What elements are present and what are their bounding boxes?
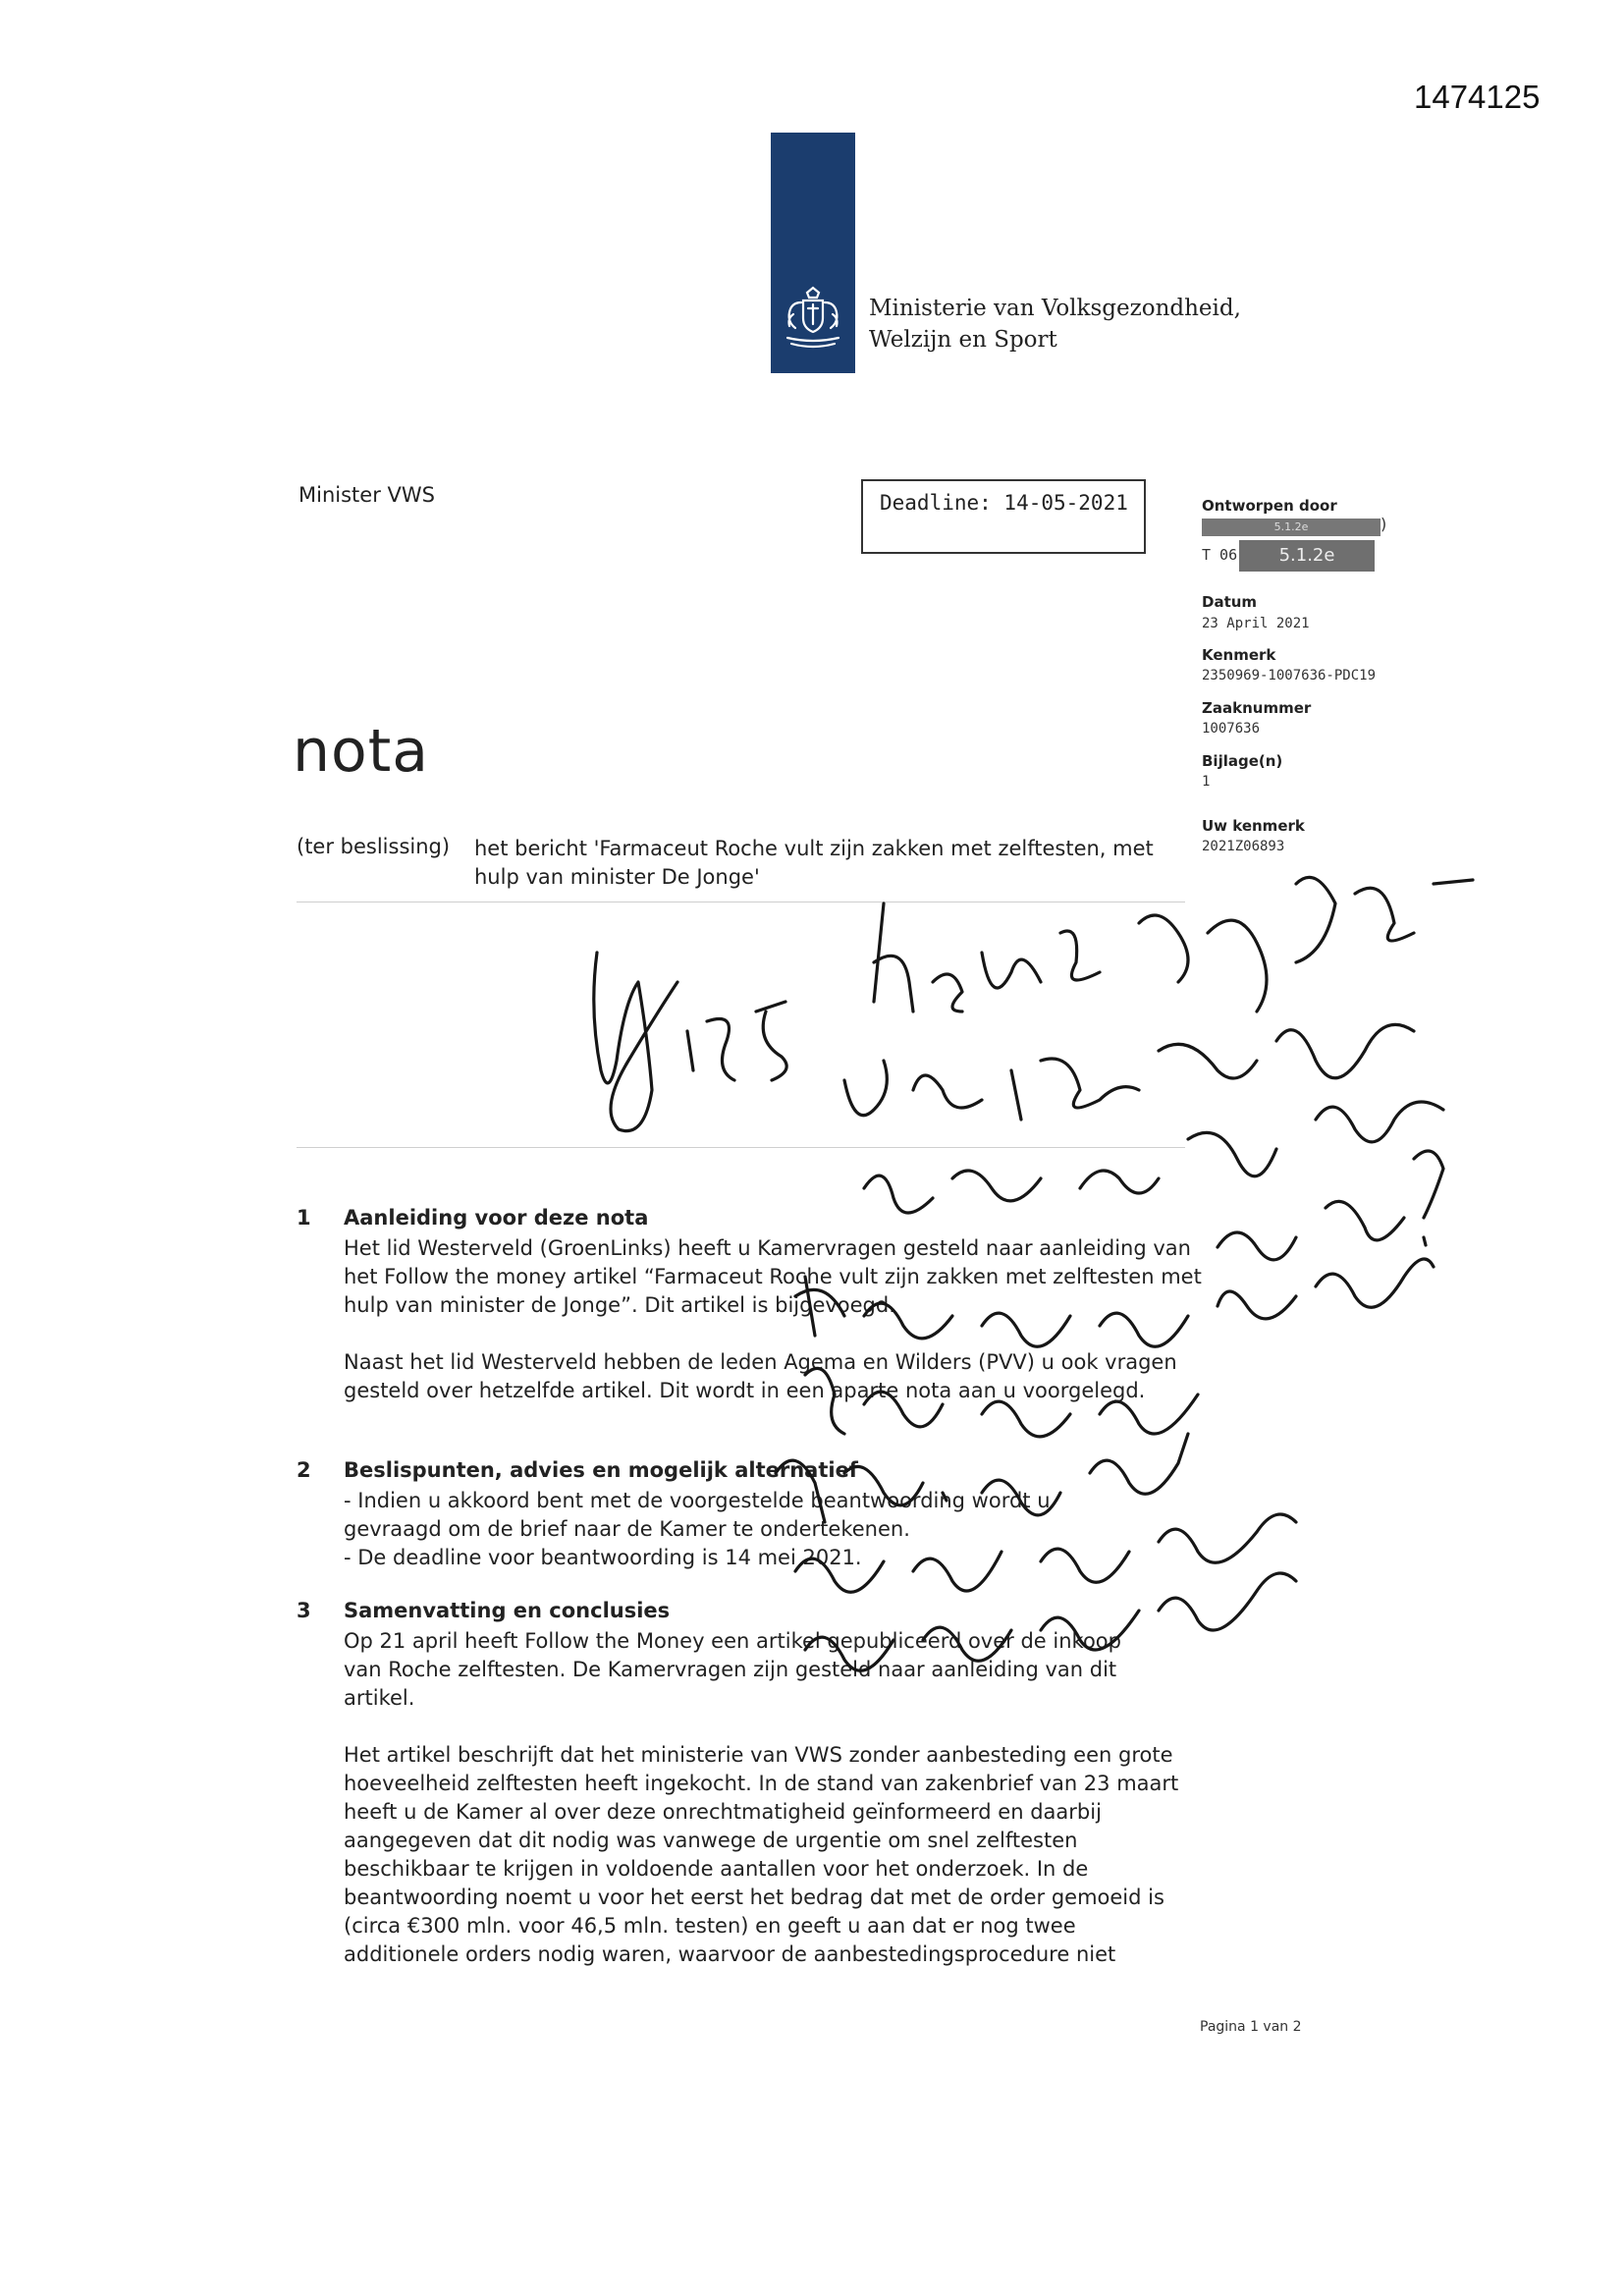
- section-1-paragraph-1: Het lid Westerveld (GroenLinks) heeft u Kamervragen gesteld naar aanleiding van het Follow the money artikel “Farmaceut Roche vult zijn zakken met zelftesten met hulp van minister de Jonge”. Dit artikel is bijgevoegd.: [344, 1236, 1202, 1317]
- section-2-paragraph-1: - Indien u akkoord bent met de voorgestelde beantwoording wordt u gevraagd om de brief naar de Kamer te ondertekenen.: [344, 1489, 1051, 1541]
- document-number: 1474125: [1414, 79, 1541, 115]
- date-label: Datum: [1202, 593, 1258, 611]
- phone-redaction: 5.1.2e: [1239, 540, 1375, 572]
- designed-by-label: Ontworpen door: [1202, 497, 1337, 515]
- reference-label: Kenmerk: [1202, 646, 1276, 664]
- section-1-paragraph-2: Naast het lid Westerveld hebben de leden Agema en Wilders (PVV) u ook vragen gesteld over hetzelfde artikel. Dit wordt in een aparte nota aan u voorgelegd.: [344, 1350, 1177, 1402]
- page-footer: Pagina 1 van 2: [1200, 2019, 1302, 2035]
- section-1-number: 1: [297, 1206, 311, 1230]
- your-reference-label: Uw kenmerk: [1202, 817, 1305, 835]
- attachments-label: Bijlage(n): [1202, 752, 1283, 770]
- designed-by-paren: ): [1380, 515, 1387, 533]
- case-number-label: Zaaknummer: [1202, 699, 1312, 717]
- ministry-name-line2: Welzijn en Sport: [869, 327, 1057, 353]
- subject-tag: (ter beslissing): [297, 835, 451, 858]
- section-2-paragraph-2: - De deadline voor beantwoording is 14 mei 2021.: [344, 1546, 862, 1569]
- ministry-name: [869, 293, 1241, 355]
- addressee: Minister VWS: [298, 483, 435, 507]
- case-number-value: 1007636: [1202, 721, 1261, 737]
- section-3-title: Samenvatting en conclusies: [344, 1599, 671, 1622]
- section-2-title: Beslispunten, advies en mogelijk alternatief: [344, 1458, 858, 1482]
- section-3-paragraph-2: Het artikel beschrijft dat het ministerie van VWS zonder aanbesteding een grote hoeveelheid zelftesten heeft ingekocht. In de stand van zakenbrief van 23 maart heeft u de Kamer al over deze onrechtmatigheid geïnformeerd en daarbij aangegeven dat dit nodig was vanwege de urgentie om snel zelftesten beschikbaar te krijgen in voldoende aantallen voor het onderzoek. In de beantwoording noemt u voor het eerst het bedrag dat met de order gemoeid is (circa €300 mln. voor 46,5 mln. testen) en geeft u aan dat er nog twee additionele orders nodig waren, waarvoor de aanbestedingsprocedure niet: [344, 1743, 1179, 1966]
- deadline-text: Deadline: 14-05-2021: [880, 491, 1128, 515]
- section-1-title: Aanleiding voor deze nota: [344, 1206, 649, 1230]
- handwritten-annotation: [550, 864, 1492, 1709]
- your-reference-value: 2021Z06893: [1202, 839, 1285, 854]
- phone-prefix: T 06: [1202, 546, 1238, 564]
- attachments-value: 1: [1202, 774, 1211, 790]
- section-3-number: 3: [297, 1599, 311, 1622]
- document-type-title: nota: [293, 717, 430, 786]
- date-value: 23 April 2021: [1202, 616, 1310, 631]
- coat-of-arms-icon: [778, 285, 848, 354]
- designed-by-redaction: 5.1.2e: [1202, 519, 1380, 536]
- ministry-name-line1: Ministerie van Volksgezondheid,: [869, 296, 1241, 321]
- reference-value: 2350969-1007636-PDC19: [1202, 668, 1377, 683]
- section-2-number: 2: [297, 1458, 311, 1482]
- section-3-paragraph-1: Op 21 april heeft Follow the Money een artikel gepubliceerd over de inkoop van Roche zelftesten. De Kamervragen zijn gesteld naar aanleiding van dit artikel.: [344, 1629, 1121, 1710]
- subject-text: het bericht 'Farmaceut Roche vult zijn zakken met zelftesten, met hulp van minister De Jonge': [474, 837, 1154, 889]
